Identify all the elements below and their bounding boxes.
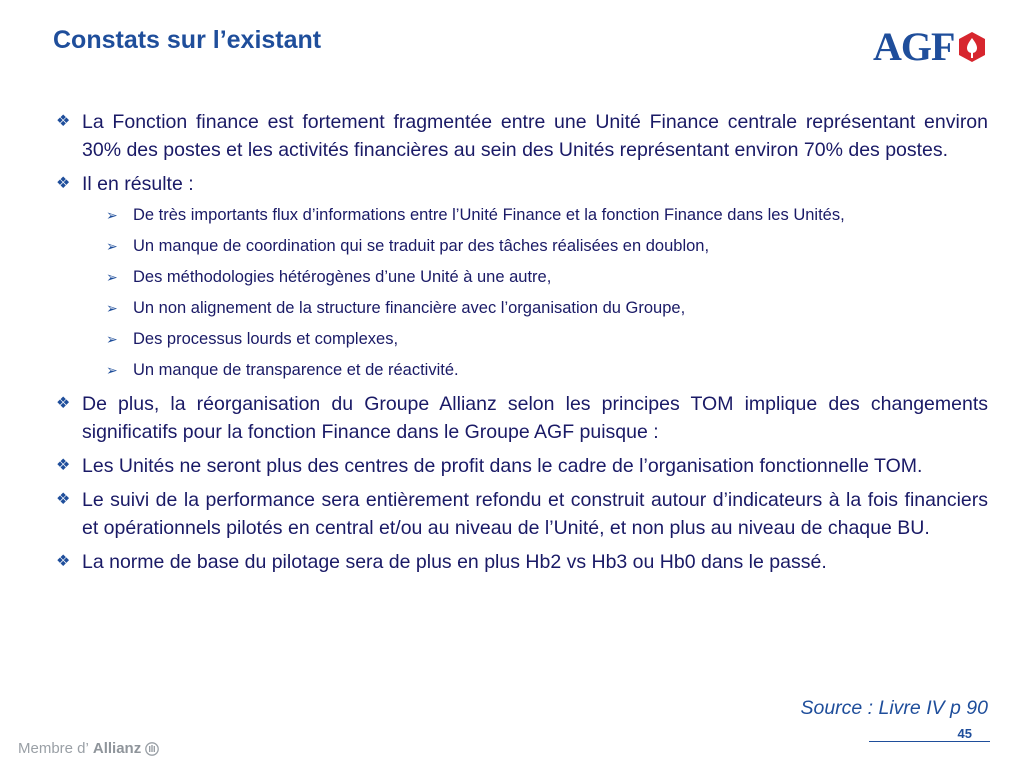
sub-bullet-text: Un non alignement de la structure financière avec l’organisation du Groupe, [133, 299, 686, 317]
sub-bullet-item [56, 266, 988, 289]
sub-bullet-text: De très importants flux d’informations entre l’Unité Finance et la fonction Finance dans les Unités, [133, 206, 845, 224]
sub-bullet-text: Un manque de coordination qui se traduit par des tâches réalisées en doublon, [133, 237, 710, 255]
agf-logo [873, 24, 987, 69]
diamond-bullet-icon: ❖ [56, 395, 71, 412]
sub-bullet-item [56, 328, 988, 351]
footer-divider [869, 741, 990, 742]
diamond-bullet-icon: ❖ [56, 491, 71, 508]
bullet-item [56, 486, 988, 542]
bullet-text: Il en résulte : [82, 173, 194, 195]
agf-emblem-icon [957, 31, 987, 63]
member-brand: Allianz [92, 740, 142, 757]
bullet-item [56, 390, 988, 446]
allianz-eagle-icon [145, 742, 159, 756]
slide-title: Constats sur l’existant [53, 26, 322, 54]
diamond-bullet-icon: ❖ [56, 175, 71, 192]
bullet-text: Le suivi de la performance sera entièrement refondu et construit autour d’indicateurs à la fois financiers et opérationnels pilotés en central et/ou au niveau de l’Unité, et non plus au niveau de chaque BU. [82, 489, 988, 539]
slide-content [56, 108, 988, 582]
bullet-item [56, 108, 988, 164]
arrow-bullet-icon: ➢ [106, 331, 118, 347]
sub-bullet-text: Des méthodologies hétérogènes d’une Unité à une autre, [133, 268, 552, 286]
bullet-item [56, 170, 988, 198]
diamond-bullet-icon: ❖ [56, 113, 71, 130]
sub-bullet-item [56, 204, 988, 227]
sub-bullet-text: Des processus lourds et complexes, [133, 330, 399, 348]
arrow-bullet-icon: ➢ [106, 238, 118, 254]
member-allianz-footer [18, 740, 159, 757]
bullet-item [56, 452, 988, 480]
bullet-text: De plus, la réorganisation du Groupe Allianz selon les principes TOM implique des changements significatifs pour la fonction Finance dans le Groupe AGF puisque : [82, 393, 988, 443]
bullet-text: La norme de base du pilotage sera de plus en plus Hb2 vs Hb3 ou Hb0 dans le passé. [82, 551, 827, 573]
logo-text: AGF [873, 24, 955, 69]
sub-bullet-item [56, 297, 988, 320]
sub-bullet-item [56, 359, 988, 382]
member-prefix: Membre d’ [18, 740, 89, 757]
arrow-bullet-icon: ➢ [106, 300, 118, 316]
sub-bullet-text: Un manque de transparence et de réactivité. [133, 361, 459, 379]
diamond-bullet-icon: ❖ [56, 553, 71, 570]
sub-bullet-item [56, 235, 988, 258]
arrow-bullet-icon: ➢ [106, 362, 118, 378]
bullet-text: La Fonction finance est fortement fragmentée entre une Unité Finance centrale représentant environ 30% des postes et les activités financières au sein des Unités représentant environ 70% des postes. [82, 111, 988, 161]
bullet-item [56, 548, 988, 576]
source-citation: Source : Livre IV p 90 [800, 697, 988, 719]
page-number: 45 [957, 726, 972, 741]
diamond-bullet-icon: ❖ [56, 457, 71, 474]
bullet-text: Les Unités ne seront plus des centres de profit dans le cadre de l’organisation fonctionnelle TOM. [82, 455, 923, 477]
arrow-bullet-icon: ➢ [106, 269, 118, 285]
arrow-bullet-icon: ➢ [106, 207, 118, 223]
